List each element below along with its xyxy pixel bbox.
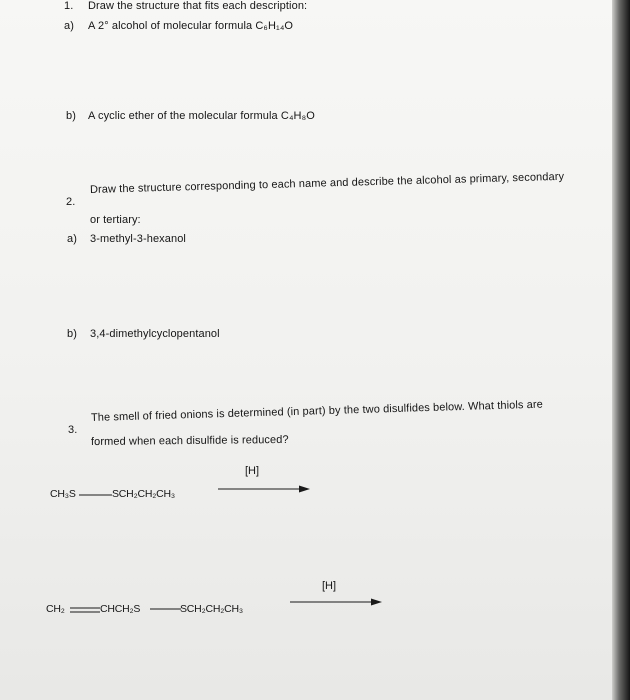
q1-number: 1. [64,0,74,12]
q2-title-line1: Draw the structure corresponding to each name and describe the alcohol as primary, secondary [89,170,565,196]
q3-number: 3. [68,424,78,436]
q3-title-line2: formed when each disulfide is reduced? [90,433,289,448]
q2b-label: b) [67,328,77,340]
reaction1-arrowhead-icon [299,486,310,493]
q2b-text: 3,4-dimethylcyclopentanol [90,328,220,340]
q2-number: 2. [66,196,76,208]
q2a-label: a) [67,233,77,245]
q1a-text: A 2° alcohol of molecular formula C₆H₁₄O [88,20,294,32]
q1-title: Draw the structure that fits each description: [88,0,308,12]
reaction1-reagent: [H] [245,465,260,477]
reaction2-part3: SCH₂CH₂CH₃ [180,603,243,615]
q1b-label: b) [66,110,76,122]
q2-title-line2: or tertiary: [90,214,141,226]
reaction1-right: SCH₂CH₂CH₃ [112,488,175,500]
reaction2-arrowhead-icon [371,599,382,606]
reaction2-reagent: [H] [322,580,337,592]
q1a-label: a) [64,20,74,32]
q2a-text: 3-methyl-3-hexanol [90,233,186,245]
page-edge-shadow [612,0,630,700]
reaction1-left: CH₃S [50,488,76,500]
reaction2-part1: CH₂ [46,603,65,615]
reaction2-part2: CHCH₂S [100,603,141,615]
q3-title-line1: The smell of fried onions is determined (in part) by the two disulfides below. What thiols are [90,398,544,424]
q1b-text: A cyclic ether of the molecular formula C₄H₈O [88,110,315,122]
